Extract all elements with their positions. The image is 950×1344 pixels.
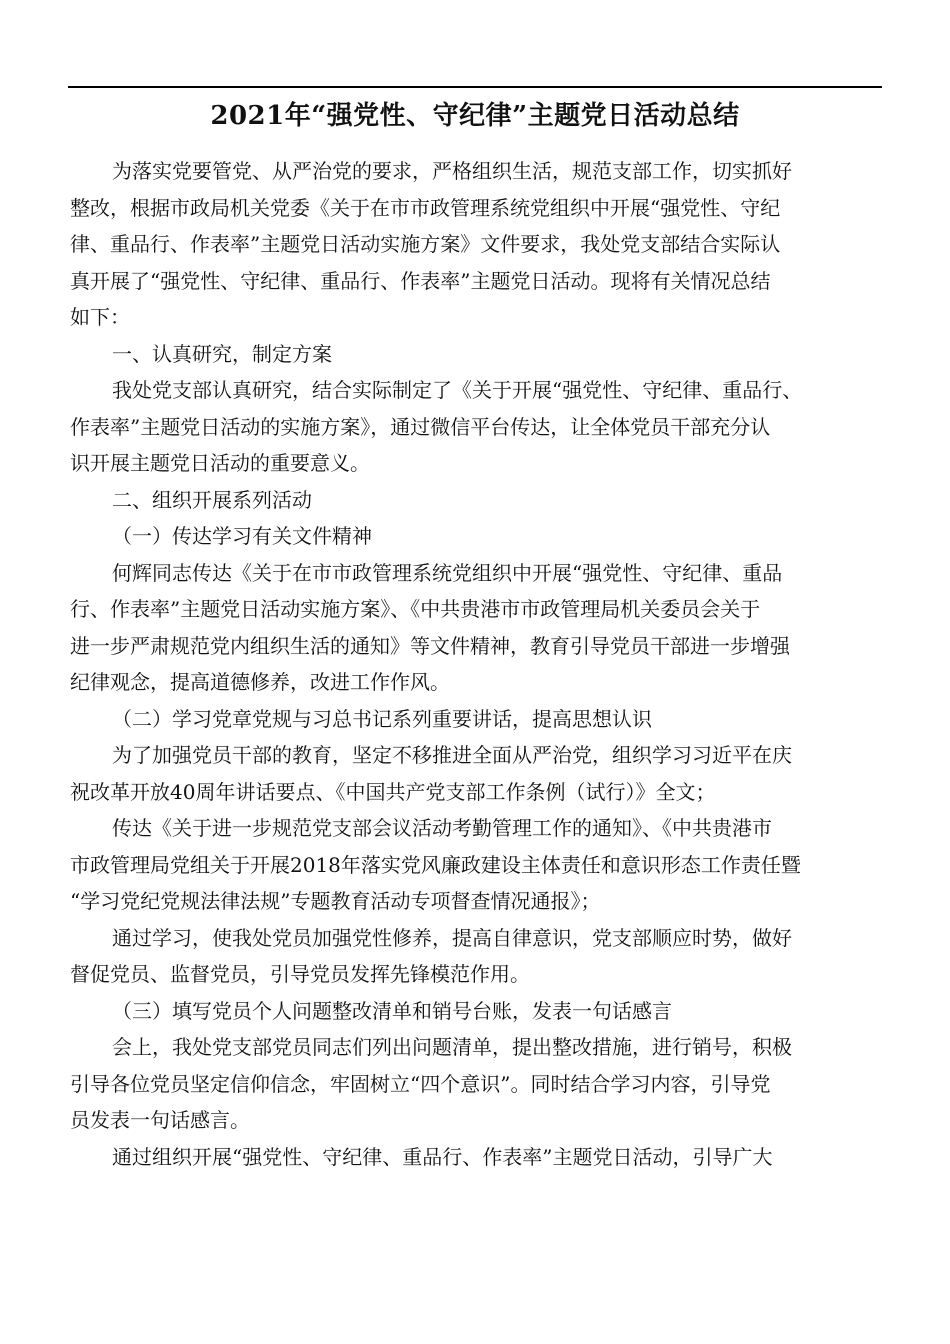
text-line: 通过学习，使我处党员加强党性修养，提高自律意识，党支部顺应时势，做好 — [112, 925, 792, 950]
text-line: 我处党支部认真研究，结合实际制定了《关于开展“强党性、守纪律、重品行、 — [112, 378, 803, 402]
text-line: 员发表一句话感言。 — [70, 1108, 250, 1132]
text-line: 会上，我处党支部党员同志们列出问题清单，提出整改措施，进行销号，积极 — [112, 1035, 792, 1059]
text-line: 为落实党要管党、从严治党的要求，严格组织生活，规范支部工作，切实抓好 — [112, 159, 792, 183]
text-line: 真开展了“强党性、守纪律、重品行、作表率”主题党日活动。现将有关情况总结 — [70, 268, 771, 293]
text-line: “学习党纪党规法律法规”专题教育活动专项督查情况通报》； — [70, 889, 601, 913]
text-line: 纪律观念，提高道德修养，改进工作作风。 — [70, 670, 450, 694]
text-line: 整改，根据市政局机关党委《关于在市市政管理系统党组织中开展“强党性、守纪 — [70, 195, 781, 220]
text-line: 何辉同志传达《关于在市市政管理系统党组织中开展“强党性、守纪律、重品 — [112, 560, 783, 585]
text-line: 识开展主题党日活动的重要意义。 — [70, 451, 370, 475]
text-line: （一）传达学习有关文件精神 — [112, 524, 372, 548]
text-line: 如下： — [70, 305, 130, 329]
text-line: 二、组织开展系列活动 — [112, 487, 312, 512]
text-line: 祝改革开放40周年讲话要点、《中国共产党支部工作条例（试行）》全文； — [70, 779, 716, 804]
text-line: 引导各位党员坚定信仰信念，牢固树立“四个意识”。同时结合学习内容，引导党 — [70, 1071, 771, 1096]
text-line: 进一步严肃规范党内组织生活的通知》等文件精神，教育引导党员干部进一步增强 — [70, 633, 790, 658]
text-line: 一、认真研究，制定方案 — [112, 341, 332, 366]
text-line: 督促党员、监督党员，引导党员发挥先锋模范作用。 — [70, 962, 530, 986]
text-line: 传达《关于进一步规范党支部会议活动考勤管理工作的通知》、《中共贵港市 — [112, 816, 772, 840]
text-line: 作表率”主题党日活动的实施方案》，通过微信平台传达，让全体党员干部充分认 — [70, 414, 771, 439]
header-rule — [68, 86, 882, 88]
text-line: 为了加强党员干部的教育，坚定不移推进全面从严治党，组织学习习近平在庆 — [112, 743, 792, 767]
text-line: （二）学习党章党规与习总书记系列重要讲话，提高思想认识 — [112, 706, 652, 731]
document-title: 2021年“强党性、守纪律”主题党日活动总结 — [210, 101, 740, 131]
text-line: 律、重品行、作表率”主题党日活动实施方案》文件要求，我处党支部结合实际认 — [70, 232, 781, 256]
document-body — [70, 153, 885, 1175]
text-line: 市政管理局党组关于开展2018年落实党风廉政建设主体责任和意识形态工作责任暨 — [70, 852, 801, 877]
text-line: 行、作表率”主题党日活动实施方案》、《中共贵港市市政管理局机关委员会关于 — [70, 597, 761, 621]
text-line: 通过组织开展“强党性、守纪律、重品行、作表率”主题党日活动，引导广大 — [112, 1144, 773, 1169]
text-line: （三）填写党员个人问题整改清单和销号台账，发表一句话感言 — [112, 998, 672, 1023]
